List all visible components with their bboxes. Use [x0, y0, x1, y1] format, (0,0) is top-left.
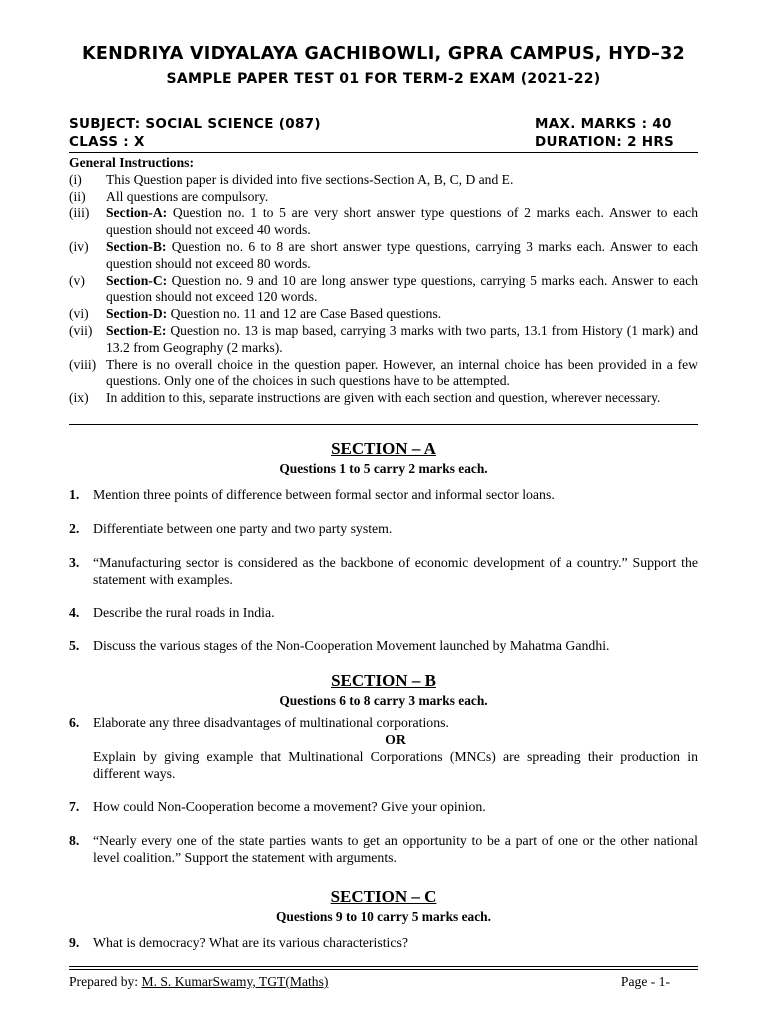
question-3: 3. “Manufacturing sector is considered as the backbone of economic development of a country.” Support the statement with examples. [69, 555, 698, 587]
question-6: 6. Elaborate any three disadvantages of multinational corporations. OR Explain by giving example that Multinational Corporations (MNCs) are spreading their production in different ways. [69, 715, 698, 781]
author-name: M. S. KumarSwamy, TGT(Maths) [141, 974, 329, 989]
question-8: 8. “Nearly every one of the state parties wants to get an opportunity to be a part of one or the other national level coalition.” Support the statement with arguments. [69, 833, 698, 865]
class-label: CLASS : X [69, 134, 145, 150]
page-footer [69, 974, 698, 990]
school-name: KENDRIYA VIDYALAYA GACHIBOWLI, GPRA CAMPUS, HYD–32 [81, 44, 686, 64]
question-4: 4. Describe the rural roads in India. [69, 605, 275, 620]
instruction-item: (i) This Question paper is divided into five sections-Section A, B, C, D and E. [69, 171, 514, 187]
question-5: 5. Discuss the various stages of the Non-Cooperation Movement launched by Mahatma Gandhi. [69, 638, 610, 653]
question-2: 2. Differentiate between one party and two party system. [69, 521, 393, 536]
general-instructions [69, 155, 698, 407]
header-divider [69, 152, 698, 153]
page-number: Page - 1- [620, 974, 670, 989]
or-separator: OR [385, 732, 406, 747]
instruction-item: (viii) There is no overall choice in the question paper. However, an internal choice has been provided in a few questions. Only one of the choices in such questions have to be attempted. [69, 356, 698, 389]
question-1: 1. Mention three points of difference between formal sector and informal sector loans. [69, 487, 555, 502]
section-a-subtitle: Questions 1 to 5 carry 2 marks each. [279, 461, 488, 476]
max-marks-label: MAX. MARKS : 40 [535, 116, 672, 132]
footer-divider-top [69, 966, 698, 967]
class-row [69, 134, 698, 150]
instructions-divider [69, 424, 698, 425]
instruction-item: (vii) Section-E: Question no. 13 is map based, carrying 3 marks with two parts, 13.1 from History (1 mark) and 13.2 from Geography (2 marks). [69, 322, 698, 355]
instruction-item: (ii) All questions are compulsory. [69, 188, 269, 204]
question-6-alternative: Explain by giving example that Multinational Corporations (MNCs) are spreading their production in different ways. [93, 749, 698, 781]
instruction-item: (vi) Section-D: Question no. 11 and 12 are Case Based questions. [69, 306, 442, 322]
section-c-title: SECTION – C [330, 887, 437, 906]
section-b-subtitle: Questions 6 to 8 carry 3 marks each. [279, 693, 488, 708]
section-a-title: SECTION – A [331, 439, 436, 458]
footer-divider-bottom [69, 969, 698, 970]
question-6-main: Elaborate any three disadvantages of multinational corporations. [93, 715, 449, 730]
instruction-item: (ix) In addition to this, separate instructions are given with each section and question, wherever necessary. [69, 390, 661, 406]
duration-label: DURATION: 2 HRS [535, 134, 675, 150]
subject-row [69, 116, 698, 132]
section-a-header [69, 439, 698, 477]
question-9: 9. What is democracy? What are its various characteristics? [69, 935, 409, 950]
section-c-header [69, 887, 698, 925]
instruction-item: (iii) Section-A: Question no. 1 to 5 are very short answer type questions of 2 marks each. Answer to each question should not exceed 40 words. [69, 205, 698, 238]
section-b-title: SECTION – B [331, 671, 436, 690]
subject-label: SUBJECT: SOCIAL SCIENCE (087) [69, 116, 321, 132]
instruction-item: (iv) Section-B: Question no. 6 to 8 are short answer type questions, carrying 3 marks each. Answer to each question should not exceed 80 words. [69, 238, 698, 271]
instruction-item: (v) Section-C: Question no. 9 and 10 are long answer type questions, carrying 5 marks each. Answer to each question should not exceed 120 words. [69, 272, 698, 305]
test-title: SAMPLE PAPER TEST 01 FOR TERM-2 EXAM (2021-22) [166, 71, 601, 87]
prepared-by-label: Prepared by: [69, 974, 142, 989]
instructions-title: General Instructions: [69, 155, 194, 170]
question-7: 7. How could Non-Cooperation become a movement? Give your opinion. [69, 799, 486, 814]
section-b-header [69, 671, 698, 709]
section-c-subtitle: Questions 9 to 10 carry 5 marks each. [276, 909, 491, 924]
